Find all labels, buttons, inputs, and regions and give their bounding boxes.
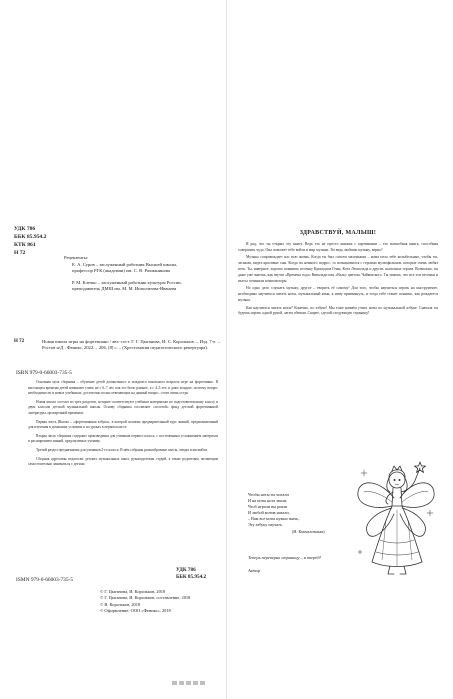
body-paragraph: Как научиться читать ноты? Конечно, по азбуке! Мы тоже начнём учить ноты по музыкальной азбуке. Сначала ты будешь играть одной рукой, затем обеими. Скорее, сделай следующую страницу! [238,305,438,316]
poem-line: Чтоб играли вы рояли [248,504,288,510]
poem-line: Эту азбуку изучать. [248,522,283,528]
bbk-code: ББК 85.954.2 [14,234,47,240]
reviewer-line: профессор РГК (академии) им. С. В. Рахманинова [72,268,171,274]
poem [248,492,348,535]
reviewers-block [64,255,214,292]
copyright-block [100,589,230,615]
reviewers-heading: Рецензенты: [64,255,89,260]
abstract-paragraph: Новая школа состоит из трех разделов, которые соответствуют учебным материалам по подготовительному классу и двум классам детской музыкальной школы. Основу сборника составляет «золотой» фонд детской фортепианной литературы, проверенной временем. [28,399,218,415]
poem-line: И любой мотив назали, [248,510,290,516]
copyright-line: © Г. Цыганова, И. Корольков, 2018 [100,589,166,594]
udk-bottom-line: УДК 786 [176,567,196,573]
body-paragraph: Но одно дело слушать музыку, другое – творить её самому! Для того, чтобы научиться играть на инструменте, необходимо научиться читать ноты, музыкальный язык, к нему привыкнуть, и тогда тебе станет понятно, как рождается музыка. [238,286,438,303]
ktk-code: КТК 861 [14,242,36,248]
isbn-bottom: ISMN 979-0-66003-735-5 [16,577,74,583]
printer-mark [172,672,228,678]
copyright-line: © В. Корольков, 2018 [100,601,141,607]
copyright-line: © Г. Цыганова, И. Корольков, составление, 2018 [100,595,191,601]
abstract [28,380,218,471]
greeting-body [238,242,438,319]
entry-code: Н 72 [14,339,25,344]
poem-author: (Н. Кончаловская) [292,528,325,534]
poem-line: – Вам все ноты нужно знать, [248,516,300,522]
body-paragraph: Музыка сопровождает нас всю жизнь. Когда ты был совсем маленьким – мама пела тебе колыбельные, чтобы ты, засыпая, видел красивые сны. Когда ты немного подрос, то познакомился с героями мультфильмов, которые очень любят петь. Ты, наверное, хорошо помнишь песенку Крокодила Гены, Кота Леопольда и других сказочных героев. Возможно, ты даже уже знаешь, как звучат «Времена года» Вивальди или «Вальс цветов» Чайковского. Ты знаешь, что все эти песенки и пьесы сочинили композиторы. [238,255,438,283]
left-page [14,0,220,699]
udk-code: УДК 786 [14,226,36,232]
greeting-heading: ЗДРАВСТВУЙ, МАЛЫШ! [299,230,377,236]
abstract-paragraph: Вторая часть сборника содержит произведения для учеников первого класса, с постепенным усложнением материала и расширением знаний, предлагаемых ученику. [28,433,218,444]
author-mark: Н 72 [14,250,26,256]
reviewer-line: Е. А. Суров – заслуженный работник Высшей школы, [72,262,178,268]
abstract-paragraph: Первая часть Школы – «фортепианная азбука», в которой заложен предварительный курс знаний, предназначенный для изучения в домашних условиях и на уроках в первом классе. [28,419,218,430]
bbk-bottom-line: ББК 85.954.2 [176,573,207,580]
poem-line: Чтобы ноты ты читали [248,492,289,497]
signature: Автор [248,568,261,573]
body-paragraph: Я рад, что ты открыл эту книгу. Ведь это не просто книжка с картинками – это волшебная книга, способная совершить чудо. Она поможет тебе войти в мир музыки. Ты ведь любишь музыку, верно? [238,242,438,252]
udk-bottom [176,567,206,580]
abstract-paragraph: Основная цель сборника – обучение детей дошкольного и младшего школьного возраста игре на фортепиано. В настоящем времени детей начинают учить не с 6–7 лет, как это было раньше, а с 4–5 лет, и даже младше, поэтому вопрос необходимости в новых учебниках, достаточно полно отвечающих на данный вопрос, стоит очень остро. [28,380,218,396]
closing-line: Теперь переверни страницу – и вперёд! [248,555,322,560]
poem-line: И на ноты нота звали, [248,498,288,504]
right-page [238,0,444,699]
library-codes [14,225,46,257]
abstract-paragraph: Третий раздел предназначен для учеников 2-го класса. В нём собраны разнообразные пьесы, этюды и ансамбли. [36,447,208,452]
bibliographic-entry [14,339,220,351]
isbn-top: ISBN 979-0-66003-735-5 [16,370,72,376]
fairy-illustration [350,450,442,582]
copyright-line: © Оформление: ООО «Феникс», 2018 [100,608,171,614]
abstract-paragraph: Сборник адресован педагогам детских музыкальных школ, руководителям студий, а также родителям, желающим самостоятельно заниматься с детьми. [28,456,218,467]
reviewer-line: преподаватель ДМШ им. М. М. Ипполитова-Иванова [72,285,177,291]
entry-text: Новая школа игры на фортепиано / авт.-сост. Г. Г. Цыганова, И. С. Корольков. – Изд. 7-е. – Ростов н/Д : Феникс, 2022. – 206, [8] с. – (Хрестоматия педагогического репертуара). [42,339,220,350]
reviewer-line: Р. М. Клечко – заслуженный работник культуры России, [72,279,182,285]
